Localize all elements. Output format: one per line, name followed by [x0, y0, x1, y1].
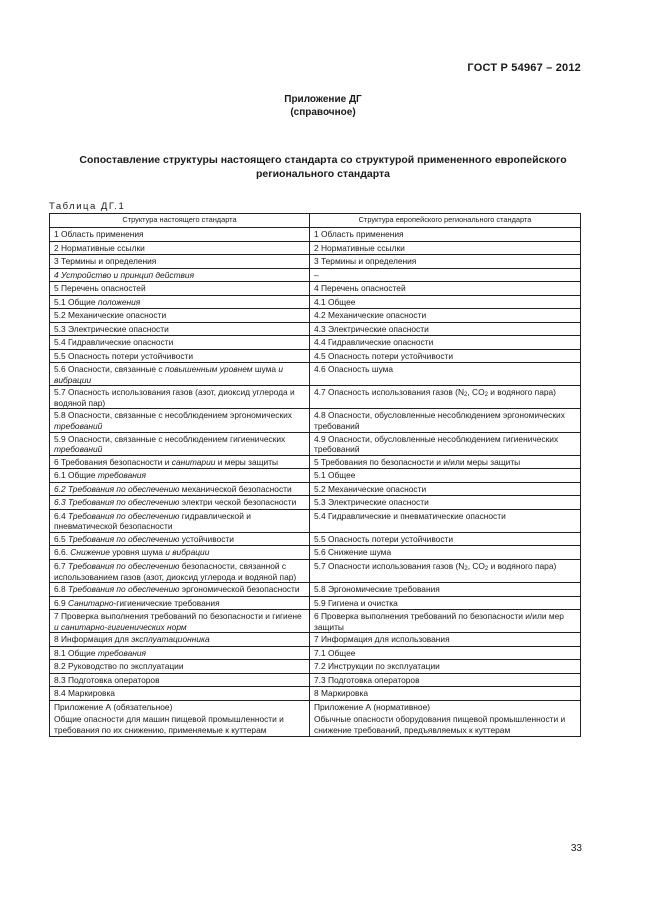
european-standard-cell	[310, 660, 581, 674]
appendix-subtitle: (справочное)	[290, 107, 356, 118]
european-standard-cell	[310, 482, 581, 496]
national-standard-cell	[50, 546, 310, 560]
cell-text: 7 Информация для использования	[314, 634, 450, 645]
cell-text: 7.2 Инструкции по эксплуатации	[314, 661, 440, 672]
table-row	[50, 546, 581, 560]
cell-text: безопасности, связанной с использованием газов (азот, диоксид углерода и водяной пар)	[54, 560, 297, 582]
national-standard-cell	[50, 496, 310, 510]
european-standard-cell	[310, 646, 581, 660]
national-standard-cell	[50, 309, 310, 323]
subscript: 2	[484, 565, 489, 572]
cell-text: Обычные опасности оборудования пищевой промышленности и снижение требований, предъявляемых к куттерам	[314, 714, 566, 735]
italic-text: Санитарно	[67, 597, 114, 608]
cell-text: и меры защиты	[215, 456, 279, 467]
national-standard-cell	[50, 559, 310, 582]
table-row	[50, 409, 581, 432]
european-standard-cell	[310, 469, 581, 483]
national-standard-cell	[50, 282, 310, 296]
cell-text: 5.2 Механические опасности	[54, 310, 167, 320]
table-row	[50, 241, 581, 255]
cell-text: 7.3 Подготовка операторов	[314, 674, 420, 685]
cell-text: 4.9 Опасности, обусловленные несоблюдением гигиенических требований	[314, 433, 559, 455]
european-standard-cell	[310, 546, 581, 560]
italic-text: требования	[97, 470, 146, 481]
european-standard-cell	[310, 363, 581, 386]
cell-text: 5.8 Опасности, связанные с несоблюдением эргономических	[54, 410, 292, 421]
national-standard-cell	[50, 255, 310, 269]
european-standard-cell	[310, 309, 581, 323]
cell-text: Приложение А (обязательное)	[54, 701, 173, 712]
cell-text: Общие опасности для машин пищевой промышленности и требования по их снижению, применяемые к куттерам	[54, 714, 284, 735]
cell-text: 1 Область применения	[54, 229, 144, 239]
table-row	[50, 596, 581, 610]
italic-text: требования	[97, 647, 146, 658]
european-standard-cell	[310, 496, 581, 510]
table-row	[50, 583, 581, 597]
section-title: Сопоставление структуры настоящего стандарта со структурой примененного европейского регионального стандарта	[79, 154, 567, 180]
cell-text: 5.2 Механические опасности	[314, 483, 427, 494]
table-row	[50, 532, 581, 546]
european-standard-cell	[310, 228, 581, 242]
european-standard-cell	[310, 713, 581, 736]
italic-text: требований	[54, 444, 103, 455]
cell-text: 7 Проверка выполнения требований по безопасности и гигиене	[54, 611, 302, 622]
european-standard-cell	[310, 255, 581, 269]
cell-text: 5 Требования по безопасности и и/или меры защиты	[314, 456, 521, 467]
national-standard-cell	[50, 469, 310, 483]
table-row	[50, 295, 581, 309]
cell-text: -гигиенические требования	[113, 597, 220, 608]
table-header-row	[50, 214, 581, 228]
national-standard-cell	[50, 241, 310, 255]
cell-text: 1 Область применения	[314, 229, 404, 239]
italic-text: Требования по обеспечению	[67, 560, 180, 571]
cell-text: 6.7	[54, 560, 68, 571]
cell-text: 7.1 Общее	[314, 647, 356, 658]
cell-text: 6.9	[54, 597, 68, 608]
cell-text: 4.7 Опасность использования газов (N	[314, 387, 465, 398]
european-standard-cell	[310, 596, 581, 610]
cell-text: 8.4 Маркировка	[54, 688, 115, 699]
italic-text: 4 Устройство и принцип действия	[54, 269, 195, 280]
subscript: 2	[484, 392, 488, 399]
italic-text: и санитарно-гигиенических норм	[54, 621, 187, 632]
national-standard-cell	[50, 228, 310, 242]
european-standard-cell	[310, 455, 581, 469]
cell-text: 8 Маркировка	[314, 688, 368, 699]
table-row	[50, 386, 581, 409]
table-row	[50, 363, 581, 386]
cell-text: 8 Информация для	[54, 634, 132, 645]
cell-text: 8.2 Руководство по эксплуатации	[54, 661, 184, 672]
header-european-standard: Структура европейского регионального стандарта	[310, 214, 581, 228]
national-standard-cell	[50, 673, 310, 687]
document-code: ГОСТ Р 54967 – 2012	[467, 62, 581, 74]
table-row	[50, 482, 581, 496]
cell-text: гидравлической и пневматической безопасности	[54, 510, 251, 532]
cell-text: эргономической безопасности	[179, 584, 300, 595]
cell-text: 6 Требования безопасности и	[54, 456, 172, 467]
european-standard-cell	[310, 532, 581, 546]
table-caption: Таблица ДГ.1	[49, 201, 126, 212]
cell-text: 5.9 Опасности, связанные с несоблюдением гигиенических	[54, 433, 286, 444]
table-row	[50, 309, 581, 323]
cell-text: Приложение А (нормативное)	[314, 701, 431, 712]
italic-text: положения	[97, 296, 141, 307]
european-standard-cell	[310, 633, 581, 647]
italic-text: 6.2 Требования по обеспечению	[54, 483, 180, 494]
national-standard-cell	[50, 455, 310, 469]
cell-text: электри ческой безопасности	[179, 497, 297, 508]
header-national-standard: Структура настоящего стандарта	[50, 214, 310, 228]
table-row	[50, 496, 581, 510]
national-standard-cell	[50, 363, 310, 386]
table-row	[50, 268, 581, 282]
table-row	[50, 660, 581, 674]
cell-text: 5.5 Опасность потери устойчивости	[314, 533, 454, 544]
cell-text: и водяного пара)	[488, 560, 557, 571]
cell-text: шума	[252, 364, 279, 374]
cell-text: 4 Перечень опасностей	[314, 283, 406, 293]
cell-text: 6.1 Общие	[54, 470, 98, 481]
european-standard-cell	[310, 336, 581, 350]
national-standard-cell	[50, 432, 310, 455]
table-body	[50, 228, 581, 737]
national-standard-cell	[50, 482, 310, 496]
italic-text: Требования по обеспечению	[67, 510, 180, 521]
cell-text: устойчивости	[179, 533, 234, 544]
national-standard-cell	[50, 660, 310, 674]
subscript: 2	[464, 392, 468, 399]
cell-text: 5.3 Электрические опасности	[54, 323, 169, 334]
european-standard-cell	[310, 432, 581, 455]
national-standard-cell	[50, 509, 310, 532]
cell-text: 5.4 Гидравлические и пневматические опасности	[314, 510, 506, 521]
table-row	[50, 455, 581, 469]
cell-text: –	[314, 269, 319, 280]
national-standard-cell	[50, 646, 310, 660]
subscript: 2	[464, 565, 468, 572]
table-row	[50, 349, 581, 363]
italic-text: 6.3 Требования по обеспечению	[54, 497, 180, 508]
cell-text: , CO	[467, 387, 485, 398]
cell-text: 5.8 Эргономические требования	[314, 584, 440, 595]
table-row	[50, 559, 581, 582]
cell-text: 6.4	[54, 510, 68, 521]
national-standard-cell	[50, 386, 310, 409]
cell-text: 4.8 Опасности, обусловленные несоблюдением эргономических требований	[314, 410, 565, 431]
cell-text: 5.6 Снижение шума	[314, 547, 392, 558]
cell-text: 3 Термины и определения	[54, 256, 157, 266]
table-row	[50, 673, 581, 687]
european-standard-cell	[310, 673, 581, 687]
italic-text: Требования по обеспечению	[67, 584, 180, 595]
european-standard-cell	[310, 386, 581, 409]
italic-text: повышенным уровнем	[164, 364, 253, 374]
european-standard-cell	[310, 700, 581, 713]
european-standard-cell	[310, 349, 581, 363]
cell-text: 2 Нормативные ссылки	[54, 242, 145, 253]
cell-text: уровня шума	[109, 547, 166, 558]
table-row	[50, 469, 581, 483]
national-standard-cell	[50, 532, 310, 546]
appendix-title: Приложение ДГ	[284, 94, 362, 105]
european-standard-cell	[310, 322, 581, 336]
national-standard-cell	[50, 596, 310, 610]
cell-text: 4.6 Опасность шума	[314, 364, 394, 374]
national-standard-cell	[50, 687, 310, 701]
table-row	[50, 228, 581, 242]
table-row	[50, 322, 581, 336]
european-standard-cell	[310, 241, 581, 255]
cell-text: 5.9 Гигиена и очистка	[314, 597, 398, 608]
appendix-heading	[0, 93, 646, 119]
european-standard-cell	[310, 295, 581, 309]
cell-text: 3 Термины и определения	[314, 256, 417, 266]
table-row	[50, 700, 581, 713]
italic-text: санитарии	[171, 456, 216, 467]
page-number: 33	[570, 843, 582, 854]
national-standard-cell	[50, 268, 310, 282]
cell-text: 6.8	[54, 584, 68, 595]
cell-text: 4.1 Общее	[314, 296, 356, 307]
cell-text: 4.2 Механические опасности	[314, 310, 427, 320]
cell-text: механической безопасности	[179, 483, 292, 494]
european-standard-cell	[310, 282, 581, 296]
european-standard-cell	[310, 610, 581, 633]
national-standard-cell	[50, 610, 310, 633]
national-standard-cell	[50, 713, 310, 736]
table-row	[50, 432, 581, 455]
structure-comparison-table	[49, 213, 581, 737]
cell-text: 4.4 Гидравлические опасности	[314, 337, 434, 347]
cell-text: 5.1 Общие	[54, 296, 98, 307]
cell-text: 5.1 Общее	[314, 470, 356, 481]
table-row	[50, 687, 581, 701]
cell-text: 8.3 Подготовка операторов	[54, 674, 160, 685]
cell-text: 5 Перечень опасностей	[54, 283, 146, 293]
table-row	[50, 610, 581, 633]
cell-text: 4.5 Опасность потери устойчивости	[314, 350, 454, 361]
table-row	[50, 509, 581, 532]
european-standard-cell	[310, 268, 581, 282]
cell-text: 2 Нормативные ссылки	[314, 242, 405, 253]
cell-text: 6.5	[54, 533, 68, 544]
european-standard-cell	[310, 583, 581, 597]
cell-text: 5.5 Опасность потери устойчивости	[54, 350, 194, 361]
cell-text: 5.3 Электрические опасности	[314, 497, 429, 508]
national-standard-cell	[50, 409, 310, 432]
table-row	[50, 646, 581, 660]
european-standard-cell	[310, 409, 581, 432]
cell-text: 5.4 Гидравлические опасности	[54, 337, 174, 347]
table-row	[50, 282, 581, 296]
cell-text: 6 Проверка выполнения требований по безопасности и/или мер защиты	[314, 611, 564, 632]
national-standard-cell	[50, 336, 310, 350]
european-standard-cell	[310, 559, 581, 582]
cell-text: 5.7 Опасность использования газов (азот, диоксид углерода и водяной пар)	[54, 387, 295, 408]
italic-text: эксплуатационника	[131, 634, 210, 645]
cell-text: 8.1 Общие	[54, 647, 98, 658]
cell-text: и водяного пара)	[487, 387, 556, 398]
national-standard-cell	[50, 700, 310, 713]
italic-text: и вибрации	[54, 364, 284, 385]
cell-text: 5.7 Опасности использования газов (N	[314, 560, 465, 571]
italic-text: Снижение	[70, 547, 110, 558]
european-standard-cell	[310, 687, 581, 701]
national-standard-cell	[50, 349, 310, 363]
table-row	[50, 633, 581, 647]
italic-text: требований	[54, 420, 103, 431]
italic-text: Требования по обеспечению	[67, 533, 180, 544]
table-row	[50, 255, 581, 269]
cell-text: 4.3 Электрические опасности	[314, 323, 429, 334]
cell-text: 6.6.	[54, 547, 71, 558]
table-row	[50, 336, 581, 350]
cell-text: , CO	[467, 560, 485, 571]
national-standard-cell	[50, 322, 310, 336]
national-standard-cell	[50, 295, 310, 309]
table-row	[50, 713, 581, 736]
italic-text: и вибрации	[165, 547, 210, 558]
national-standard-cell	[50, 633, 310, 647]
national-standard-cell	[50, 583, 310, 597]
cell-text: 5.6 Опасности, связанные с	[54, 364, 165, 374]
european-standard-cell	[310, 509, 581, 532]
